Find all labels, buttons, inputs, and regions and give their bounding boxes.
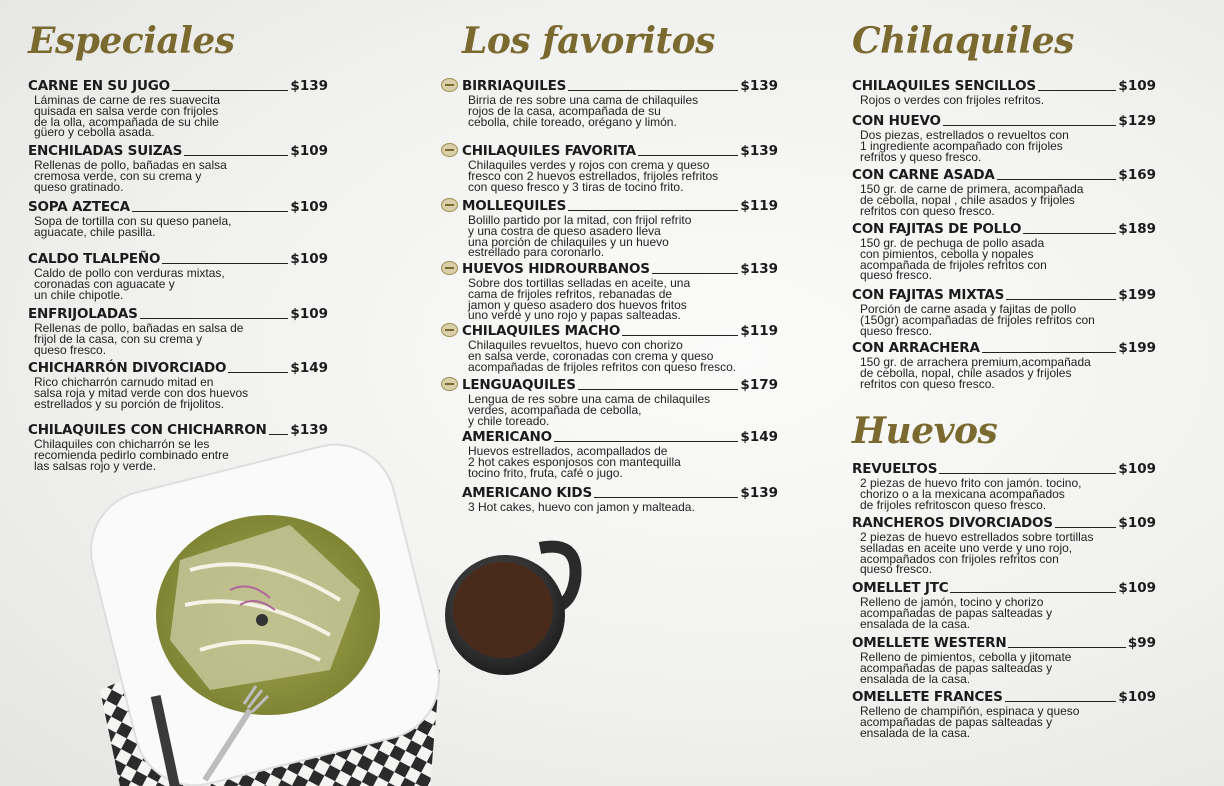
menu-item-name: BIRRIAQUILES	[462, 78, 567, 94]
menu-item-description: Sobre dos tortillas selladas en aceite, una cama de frijoles refritos, rebanadas de jamon y queso asadero dos huevos fritos uno verde y uno rojo y papas salteadas.	[468, 276, 691, 323]
menu-item-name: LENGUAQUILES	[462, 377, 576, 393]
favorite-badge-icon	[441, 323, 458, 337]
menu-item	[28, 198, 328, 238]
menu-item-description: Huevos estrellados, acompallados de 2 hot cakes esponjosos con mantequilla tocino frito, fruta, café o jugo.	[468, 444, 681, 480]
favorite-badge-icon	[441, 78, 458, 92]
menu-item	[852, 688, 1156, 738]
leader-line	[162, 263, 288, 264]
leader-line	[228, 372, 288, 373]
leader-line	[1006, 299, 1116, 300]
menu-item-description: Lengua de res sobre una cama de chilaquiles verdes, acompañada de cebolla, y chile toreado.	[468, 392, 711, 428]
menu-item-price: $139	[290, 422, 328, 438]
section-title-huevos: Huevos	[852, 410, 998, 452]
leader-line	[578, 389, 739, 390]
menu-item-name: CHILAQUILES SENCILLOS	[852, 78, 1036, 94]
menu-item-price: $129	[1118, 113, 1156, 129]
menu-item	[28, 305, 328, 355]
menu-item-name: CHICHARRÓN DIVORCIADO	[28, 360, 227, 376]
menu-item	[852, 634, 1156, 684]
leader-line	[568, 90, 738, 91]
menu-item-name: CALDO TLALPEÑO	[28, 251, 161, 267]
favorite-badge-icon	[441, 377, 458, 391]
menu-item-name: SOPA AZTECA	[28, 199, 130, 215]
menu-item-description: Caldo de pollo con verduras mixtas, coronadas con aguacate y un chile chipotle.	[34, 266, 225, 302]
leader-line	[594, 497, 738, 498]
menu-item	[462, 322, 778, 372]
menu-item-description: Rico chicharrón carnudo mitad en salsa roja y mitad verde con dos huevos estrellados y su porción de frijolitos.	[34, 375, 249, 411]
leader-line	[1023, 233, 1116, 234]
menu-item	[28, 142, 328, 192]
leader-line	[172, 90, 289, 91]
menu-item-price: $109	[1118, 689, 1156, 705]
menu-item-name: AMERICANO	[462, 429, 552, 445]
menu-item	[852, 220, 1156, 281]
menu-item-name: CON FAJITAS DE POLLO	[852, 221, 1022, 237]
leader-line	[132, 211, 289, 212]
menu-item	[462, 484, 778, 513]
menu-item-price: $109	[1118, 580, 1156, 596]
section-title-chilaquiles: Chilaquiles	[852, 20, 1074, 62]
menu-item-description: Porción de carne asada y fajitas de pollo (150gr) acompañadas de frijoles refritos con queso fresco.	[860, 302, 1095, 338]
menu-item-description: Rellenas de pollo, bañadas en salsa cremosa verde, con su crema y queso gratinado.	[34, 158, 227, 194]
menu-item-description: Chilaquiles con chicharrón se les recomienda pedirlo combinado entre las salsas rojo y verde.	[34, 437, 229, 473]
menu-item-description: Chilaquiles revueltos, huevo con chorizo en salsa verde, coronadas con crema y queso acompañadas de frijoles refritos con queso fresco.	[468, 338, 737, 374]
leader-line	[568, 210, 738, 211]
menu-item-price: $149	[740, 429, 778, 445]
menu-item	[852, 77, 1156, 106]
favorite-badge-icon	[441, 261, 458, 275]
menu-item	[462, 428, 778, 478]
menu-item-price: $139	[740, 78, 778, 94]
menu-item-description: 150 gr. de arrachera premium,acompañada de cebolla, nopal, chile asados y frijoles refritos con queso fresco.	[860, 355, 1091, 391]
menu-item-price: $99	[1127, 635, 1156, 651]
menu-item-description: Relleno de jamón, tocino y chorizo acompañadas de papas salteadas y ensalada de la casa.	[860, 595, 1053, 631]
menu-item-description: Chilaquiles verdes y rojos con crema y queso fresco con 2 huevos estrellados, frijoles refritos con queso fresco y 3 tiras de tocino frito.	[468, 158, 719, 194]
leader-line	[982, 352, 1117, 353]
menu-item-name: MOLLEQUILES	[462, 198, 567, 214]
menu-item-name: OMELLETE FRANCES	[852, 689, 1003, 705]
menu-item	[462, 77, 778, 127]
menu-item-name: OMELLET JTC	[852, 580, 949, 596]
menu-item-price: $109	[290, 251, 328, 267]
menu-item-name: OMELLETE WESTERN	[852, 635, 1007, 651]
menu-item-price: $179	[740, 377, 778, 393]
menu-item-price: $109	[1118, 515, 1156, 531]
menu-item-description: 3 Hot cakes, huevo con jamon y malteada.	[468, 500, 695, 514]
favorite-badge-icon	[441, 143, 458, 157]
leader-line	[140, 318, 289, 319]
leader-line	[997, 179, 1117, 180]
menu-item	[852, 339, 1156, 389]
menu-item-description: 150 gr. de carne de primera, acompañada de cebolla, nopal , chile asados y frijoles refritos con queso fresco.	[860, 182, 1084, 218]
leader-line	[950, 592, 1116, 593]
menu-item-name: CON CARNE ASADA	[852, 167, 995, 183]
leader-line	[1008, 647, 1125, 648]
section-title-especiales: Especiales	[28, 20, 235, 62]
menu-item	[462, 197, 778, 258]
menu-item-description: 2 piezas de huevo estrellados sobre tortillas selladas en aceite uno verde y uno rojo, acompañados con frijoles refritos con queso fresco.	[860, 530, 1094, 577]
menu-item	[462, 260, 778, 321]
menu-item	[852, 166, 1156, 216]
menu-item-name: CHILAQUILES FAVORITA	[462, 143, 636, 159]
menu-item-name: CHILAQUILES CON CHICHARRON	[28, 422, 267, 438]
coffee	[453, 562, 553, 658]
menu-item-price: $139	[740, 261, 778, 277]
menu-item-price: $109	[290, 143, 328, 159]
leader-line	[652, 273, 739, 274]
menu-item	[852, 112, 1156, 162]
menu-item-price: $119	[740, 323, 778, 339]
menu-item	[462, 376, 778, 426]
menu-item	[852, 460, 1156, 510]
menu-item-name: CON ARRACHERA	[852, 340, 980, 356]
menu-item-description: Dos piezas, estrellados o revueltos con 1 ingrediente acompañado con frijoles refritos y queso fresco.	[860, 128, 1069, 164]
menu-item-price: $119	[740, 198, 778, 214]
leader-line	[269, 434, 289, 435]
menu-item-description: Láminas de carne de res suavecita quisada en salsa verde con frijoles de la olla, acompañada de su chile güero y cebolla asada.	[34, 93, 221, 140]
leader-line	[638, 155, 739, 156]
section-title-favoritos: Los favoritos	[462, 20, 715, 62]
menu-item-price: $139	[290, 78, 328, 94]
menu-item	[462, 142, 778, 192]
menu-item-description: Rojos o verdes con frijoles refritos.	[860, 93, 1045, 107]
menu-item-price: $199	[1118, 287, 1156, 303]
menu-item-description: Birria de res sobre una cama de chilaquiles rojos de la casa, acompañada de su cebolla, chile toreado, orégano y limón.	[468, 93, 699, 129]
menu-item-description: Sopa de tortilla con su queso panela, aguacate, chile pasilla.	[34, 214, 232, 239]
favorite-badge-icon	[441, 198, 458, 212]
leader-line	[1005, 701, 1117, 702]
leader-line	[554, 441, 739, 442]
menu-item-name: RANCHEROS DIVORCIADOS	[852, 515, 1053, 531]
leader-line	[939, 473, 1116, 474]
menu-item-name: HUEVOS HIDROURBANOS	[462, 261, 650, 277]
menu-item	[28, 421, 328, 471]
menu-item	[28, 250, 328, 300]
menu-item-name: ENFRIJOLADAS	[28, 306, 138, 322]
menu-item-description: Rellenas de pollo, bañadas en salsa de frijol de la casa, con su crema y queso fresco.	[34, 321, 244, 357]
menu-item	[852, 514, 1156, 575]
leader-line	[622, 335, 738, 336]
menu-item-name: CARNE EN SU JUGO	[28, 78, 170, 94]
menu-item-price: $169	[1118, 167, 1156, 183]
menu-item	[28, 77, 328, 138]
leader-line	[1038, 90, 1117, 91]
menu-item-price: $139	[740, 143, 778, 159]
menu-item	[852, 579, 1156, 629]
menu-item	[28, 359, 328, 409]
menu-item-description: 2 piezas de huevo frito con jamón. tocino, chorizo o a la mexicana acompañados de frijoles refritoscon queso fresco.	[860, 476, 1082, 512]
leader-line	[1055, 527, 1117, 528]
menu-item-name: AMERICANO KIDS	[462, 485, 592, 501]
leader-line	[943, 125, 1117, 126]
menu-item-description: Relleno de pimientos, cebolla y jitomate acompañadas de papas salteadas y ensalada de la casa.	[860, 650, 1072, 686]
menu-item-name: CON HUEVO	[852, 113, 941, 129]
menu-item-name: REVUELTOS	[852, 461, 938, 477]
menu-item-name: CON FAJITAS MIXTAS	[852, 287, 1005, 303]
menu-item-price: $109	[1118, 461, 1156, 477]
menu-item-price: $109	[1118, 78, 1156, 94]
menu-item-description: 150 gr. de pechuga de pollo asada con pimientos, cebolla y nopales acompañada de frijoles refritos con queso fresco.	[860, 236, 1047, 283]
menu-item-name: CHILAQUILES MACHO	[462, 323, 621, 339]
menu-item-price: $109	[290, 199, 328, 215]
menu-item-description: Relleno de champiñón, espinaca y queso acompañadas de papas salteadas y ensalada de la casa.	[860, 704, 1080, 740]
menu-item-price: $199	[1118, 340, 1156, 356]
menu-item-price: $149	[290, 360, 328, 376]
menu-item-name: ENCHILADAS SUIZAS	[28, 143, 183, 159]
menu-item-price: $189	[1118, 221, 1156, 237]
menu-item-description: Bolillo partido por la mitad, con frijol refrito y una costra de queso asadero lleva una porción de chilaquiles y un huevo estrellado para coronarlo.	[468, 213, 692, 260]
menu-item	[852, 286, 1156, 336]
menu-item-price: $139	[740, 485, 778, 501]
menu-item-price: $109	[290, 306, 328, 322]
leader-line	[184, 155, 288, 156]
